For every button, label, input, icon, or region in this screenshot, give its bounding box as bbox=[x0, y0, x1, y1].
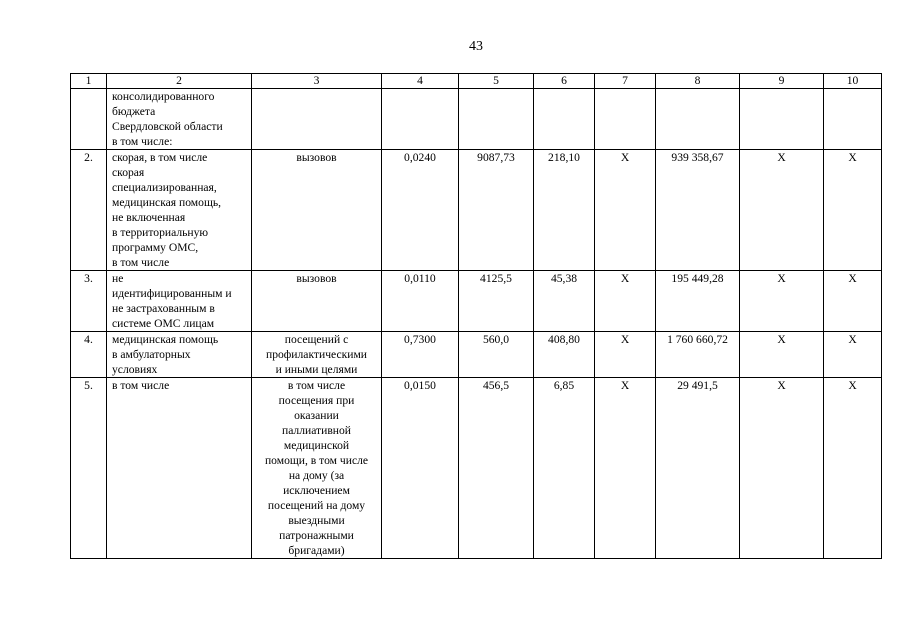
table-row bbox=[71, 332, 882, 378]
value-cell: Х bbox=[595, 150, 656, 271]
text-line: на дому (за bbox=[288, 469, 345, 482]
value-cell: Х bbox=[595, 332, 656, 378]
value-cell: 560,0 bbox=[459, 332, 534, 378]
text-line: в том числе bbox=[287, 379, 346, 392]
value-cell: 0,7300 bbox=[382, 332, 459, 378]
row-number-cell bbox=[71, 89, 107, 150]
value-cell bbox=[740, 89, 824, 150]
text-line: консолидированного bbox=[112, 90, 215, 103]
value-cell: Х bbox=[740, 271, 824, 332]
column-header: 3 bbox=[252, 74, 382, 89]
column-header: 4 bbox=[382, 74, 459, 89]
text-line: в том числе: bbox=[112, 135, 173, 148]
text-line: идентифицированным и bbox=[112, 287, 232, 300]
text-line: посещений с bbox=[284, 333, 349, 346]
value-cell: 0,0240 bbox=[382, 150, 459, 271]
column-header-row bbox=[71, 74, 882, 89]
column-header: 2 bbox=[107, 74, 252, 89]
value-cell: Х bbox=[824, 271, 882, 332]
value-cell: 29 491,5 bbox=[656, 378, 740, 559]
value-cell: 4125,5 bbox=[459, 271, 534, 332]
description-cell bbox=[107, 332, 252, 378]
table-row bbox=[71, 150, 882, 271]
value-cell: Х bbox=[740, 378, 824, 559]
text-line: медицинской bbox=[283, 439, 350, 452]
text-line: системе ОМС лицам bbox=[112, 317, 215, 330]
text-line: в территориальную bbox=[112, 226, 209, 239]
text-line: не bbox=[112, 272, 124, 285]
text-line: не включенная bbox=[112, 211, 186, 224]
data-table bbox=[70, 73, 882, 559]
text-line: бригадами) bbox=[288, 544, 345, 557]
value-cell bbox=[656, 89, 740, 150]
value-cell: Х bbox=[595, 378, 656, 559]
row-number-cell: 5. bbox=[71, 378, 107, 559]
text-line: бюджета bbox=[112, 105, 156, 118]
value-cell bbox=[459, 89, 534, 150]
value-cell: Х bbox=[595, 271, 656, 332]
value-cell: 9087,73 bbox=[459, 150, 534, 271]
text-line: выездными bbox=[288, 514, 345, 527]
value-cell: 408,80 bbox=[534, 332, 595, 378]
column-header: 1 bbox=[71, 74, 107, 89]
text-line: специализированная, bbox=[112, 181, 217, 194]
text-line: оказании bbox=[294, 409, 339, 422]
text-line: вызовов bbox=[296, 272, 337, 285]
text-line: в том числе bbox=[112, 379, 170, 392]
value-cell bbox=[382, 89, 459, 150]
value-cell bbox=[534, 89, 595, 150]
table-row bbox=[71, 271, 882, 332]
value-cell bbox=[595, 89, 656, 150]
value-cell: 218,10 bbox=[534, 150, 595, 271]
value-cell: 0,0110 bbox=[382, 271, 459, 332]
column-header: 10 bbox=[824, 74, 882, 89]
description-cell bbox=[107, 89, 252, 150]
row-number-cell: 4. bbox=[71, 332, 107, 378]
text-line: вызовов bbox=[296, 151, 337, 164]
value-cell: 1 760 660,72 bbox=[656, 332, 740, 378]
value-cell bbox=[824, 89, 882, 150]
row-number-cell: 3. bbox=[71, 271, 107, 332]
column-header: 8 bbox=[656, 74, 740, 89]
text-line: программу ОМС, bbox=[112, 241, 199, 254]
table-row bbox=[71, 378, 882, 559]
value-cell: Х bbox=[824, 150, 882, 271]
text-line: медицинская помощь, bbox=[112, 196, 222, 209]
unit-cell bbox=[252, 271, 382, 332]
unit-cell bbox=[252, 378, 382, 559]
value-cell: Х bbox=[740, 332, 824, 378]
text-line: скорая bbox=[112, 166, 145, 179]
text-line: условиях bbox=[112, 363, 158, 376]
text-line: Свердловской области bbox=[112, 120, 223, 133]
text-line: и иными целями bbox=[275, 363, 358, 376]
value-cell: Х bbox=[824, 378, 882, 559]
column-header: 9 bbox=[740, 74, 824, 89]
page-number: 43 bbox=[469, 39, 483, 54]
text-line: помощи, в том числе bbox=[264, 454, 369, 467]
unit-cell bbox=[252, 150, 382, 271]
column-header: 6 bbox=[534, 74, 595, 89]
table-row bbox=[71, 89, 882, 150]
description-cell bbox=[107, 378, 252, 559]
row-number-cell: 2. bbox=[71, 150, 107, 271]
description-cell bbox=[107, 271, 252, 332]
text-line: паллиативной bbox=[281, 424, 352, 437]
value-cell: 0,0150 bbox=[382, 378, 459, 559]
value-cell: 45,38 bbox=[534, 271, 595, 332]
text-line: скорая, в том числе bbox=[112, 151, 208, 164]
value-cell: 456,5 bbox=[459, 378, 534, 559]
text-line: медицинская помощь bbox=[112, 333, 219, 346]
column-header: 7 bbox=[595, 74, 656, 89]
value-cell: 6,85 bbox=[534, 378, 595, 559]
text-line: посещений на дому bbox=[267, 499, 366, 512]
unit-cell bbox=[252, 332, 382, 378]
text-line: в том числе bbox=[112, 256, 170, 269]
unit-cell bbox=[252, 89, 382, 150]
text-line: исключением bbox=[283, 484, 350, 497]
text-line: в амбулаторных bbox=[112, 348, 191, 361]
value-cell: 939 358,67 bbox=[656, 150, 740, 271]
value-cell: 195 449,28 bbox=[656, 271, 740, 332]
text-line: профилактическими bbox=[266, 348, 367, 361]
column-header: 5 bbox=[459, 74, 534, 89]
description-cell bbox=[107, 150, 252, 271]
value-cell: Х bbox=[740, 150, 824, 271]
text-line: не застрахованным в bbox=[112, 302, 215, 315]
text-line: патронажными bbox=[279, 529, 354, 542]
text-line: посещения при bbox=[278, 394, 355, 407]
value-cell: Х bbox=[824, 332, 882, 378]
